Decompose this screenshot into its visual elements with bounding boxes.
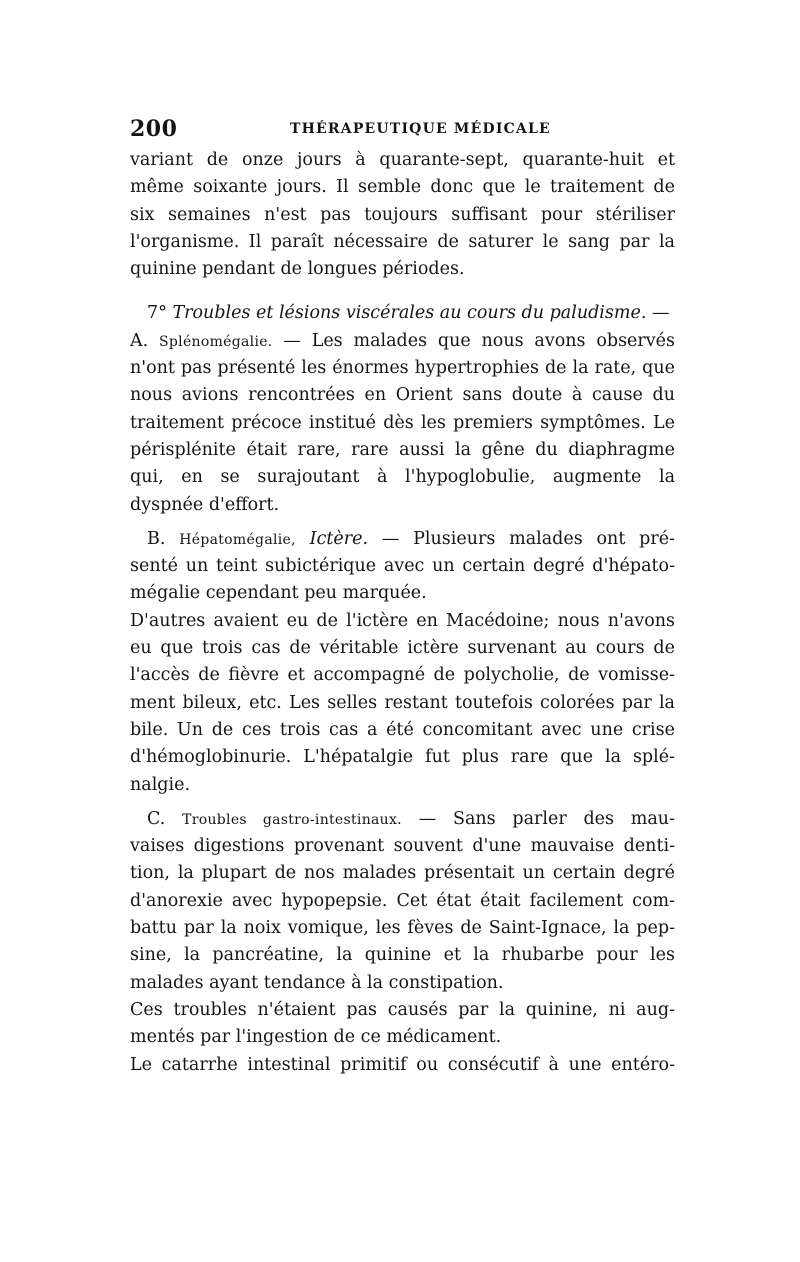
text-line: ment bileux, etc. Les selles restant toutefois colorées par la — [130, 692, 675, 713]
paragraph-ces — [130, 997, 675, 1052]
subsection-heading: Hépatomégalie, — [179, 531, 296, 548]
subsection-heading: Troubles gastro-intestinaux. — [182, 811, 402, 828]
text-line: l'organisme. Il paraît nécessaire de saturer le sang par la — [130, 231, 675, 252]
section-7 — [130, 300, 675, 518]
text-line: dyspnée d'effort. — [130, 494, 280, 515]
text-line: Le catarrhe intestinal primitif ou consécutif à une entéro- — [130, 1054, 675, 1075]
text-line: d'hémoglobinurie. L'hépatalgie fut plus rare que la splé- — [130, 747, 675, 768]
text-line: Ces troubles n'étaient pas causés par la quinine, ni aug- — [130, 999, 675, 1020]
text-line: D'autres avaient eu de l'ictère en Macédoine; nous n'avons — [130, 610, 675, 631]
text-line: six semaines n'est pas toujours suffisant pour stériliser — [130, 204, 675, 225]
subsection-hepato — [130, 526, 675, 608]
paragraph-gap — [130, 283, 675, 300]
text-line: tion, la plupart de nos malades présentait un certain degré — [130, 863, 675, 884]
subsection-first-line — [130, 806, 675, 833]
text-line: vaises digestions provenant souvent d'une mauvaise denti- — [130, 836, 675, 857]
section-number: 7° — [147, 303, 167, 324]
subsection-letter: C. — [147, 808, 166, 829]
text-line: malades ayant tendance à la constipation. — [130, 972, 504, 993]
text-run: — Plusieurs malades ont pré- — [381, 528, 675, 549]
section-dash: — — [651, 303, 670, 324]
section-title: Troubles et lésions viscérales au cours du paludisme. — [172, 303, 647, 324]
subsection-heading: Splénomégalie. — [159, 333, 273, 350]
paragraph-gap — [130, 519, 675, 526]
text-line: sine, la pancréatine, la quinine et la rhubarbe pour les — [130, 945, 675, 966]
text-line: d'anorexie avec hypopepsie. Cet état était facilement com- — [130, 890, 675, 911]
text-run: — Sans parler des mau- — [418, 808, 675, 829]
page-header — [130, 116, 675, 140]
text-line: périsplénite était rare, rare aussi la gêne du diaphragme — [130, 439, 675, 460]
paragraph-autres — [130, 608, 675, 799]
text-line: mentés par l'ingestion de ce médicament. — [130, 1027, 502, 1048]
text-line: variant de onze jours à quarante-sept, quarante-huit et — [130, 150, 675, 170]
text-run: — Les malades que nous avons observés — [283, 330, 675, 351]
subsection-heading-italic: Ictère. — [309, 528, 369, 549]
body-text — [130, 147, 675, 1079]
text-line: senté un teint subictérique avec un certain degré d'hépato- — [130, 556, 675, 577]
subsection-first-line — [130, 328, 675, 355]
subsection-letter: B. — [147, 528, 166, 549]
text-line: battu par la noix vomique, les fèves de Saint-Ignace, la pep- — [130, 918, 675, 939]
text-line: mégalie cependant peu marquée. — [130, 583, 427, 604]
text-line: l'accès de fièvre et accompagné de polycholie, de vomisse- — [130, 665, 675, 686]
text-line: nalgie. — [130, 774, 191, 795]
paragraph-gap — [130, 799, 675, 806]
text-line: eu que trois cas de véritable ictère survenant au cours de — [130, 638, 675, 659]
paragraph-last — [130, 1052, 675, 1079]
text-line: bile. Un de ces trois cas a été concomitant avec une crise — [130, 719, 675, 740]
text-line: traitement précoce institué dès les premiers symptômes. Le — [130, 412, 675, 433]
page-number: 200 — [130, 116, 178, 142]
running-title: THÉRAPEUTIQUE MÉDICALE — [290, 121, 551, 137]
subsection-letter: A. — [130, 330, 149, 351]
subsection-gastro — [130, 806, 675, 997]
text-line: n'ont pas présenté les énormes hypertrophies de la rate, que — [130, 358, 675, 379]
text-line: nous avions rencontrées en Orient sans doute à cause du — [130, 385, 675, 406]
subsection-first-line — [130, 526, 675, 553]
text-line: quinine pendant de longues périodes. — [130, 259, 465, 280]
section-heading — [130, 300, 675, 327]
paragraph-intro — [130, 147, 675, 283]
text-line: qui, en se surajoutant à l'hypoglobulie, augmente la — [130, 467, 675, 488]
text-line: même soixante jours. Il semble donc que le traitement de — [130, 177, 675, 198]
